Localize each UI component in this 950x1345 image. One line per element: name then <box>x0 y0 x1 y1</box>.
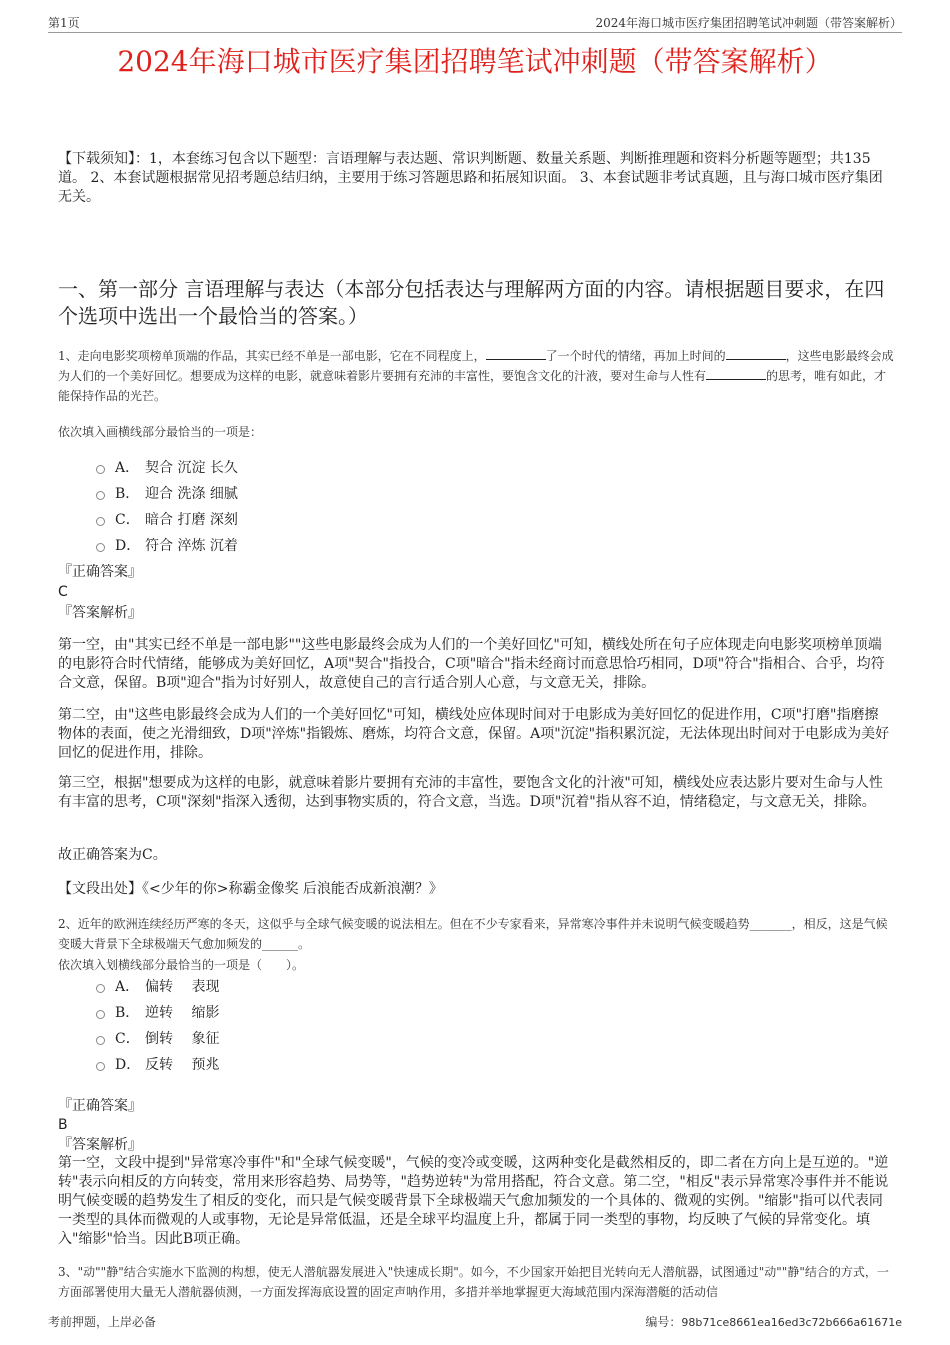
correct-answer: B <box>58 1117 68 1133</box>
question-1-options <box>96 454 238 558</box>
blank-1 <box>486 347 546 360</box>
blank-3 <box>706 367 766 380</box>
option-c[interactable]: C． 暗合 打磨 深刻 <box>96 506 238 532</box>
radio-icon[interactable] <box>96 1036 105 1045</box>
question-1-stem: 1、走向电影奖项榜单顶端的作品，其实已经不单是一部电影，它在不同程度上， 了一个时代的情绪，再加上时间的 ，这些电影最终会成为人们的一个美好回忆。想要成为这样的电影，就意味着影片要拥有充沛的丰富性，要饱含文化的汁液，要对生命与人性有 的思考，唯有如此，才能保持作品的光芒。 <box>58 349 894 403</box>
section-heading: 一、第一部分 言语理解与表达（本部分包括表达与理解两方面的内容。请根据题目要求，在四个选项中选出一个最恰当的答案。） <box>58 277 885 328</box>
source-citation: 【文段出处】《<少年的你>称霸金像奖 后浪能否成新浪潮？》 <box>58 881 443 897</box>
radio-icon[interactable] <box>96 1062 105 1071</box>
page-header <box>48 14 902 33</box>
page-number: 第1页 <box>48 16 80 30</box>
option-b[interactable]: B． 迎合 洗涤 细腻 <box>96 480 238 506</box>
question-2-options <box>96 973 219 1077</box>
option-d[interactable]: D． 反转 预兆 <box>96 1051 219 1077</box>
document-title: 2024年海口城市医疗集团招聘笔试冲刺题（带答案解析） <box>117 45 833 78</box>
option-b[interactable]: B． 逆转 缩影 <box>96 999 219 1025</box>
question-2-stem: 2、近年的欧洲连续经历严寒的冬天，这似乎与全球气候变暖的说法相左。但在不少专家看来，异常寒冷事件并未说明气候变暖趋势_______，相反，这是气候变暖大背景下全球极端天气愈加频发的______。 <box>58 917 888 951</box>
radio-icon[interactable] <box>96 491 105 500</box>
header-doc-title: 2024年海口城市医疗集团招聘笔试冲刺题（带答案解析） <box>595 16 902 30</box>
question-1-prompt: 依次填入画横线部分最恰当的一项是： <box>58 425 263 439</box>
option-c[interactable]: C． 倒转 象征 <box>96 1025 219 1051</box>
option-a[interactable]: A． 契合 沉淀 长久 <box>96 454 238 480</box>
correct-answer-label: 『正确答案』 <box>58 564 142 580</box>
question-3-stem: 3、"动""静"结合实施水下监测的构想，使无人潜航器发展进入"快速成长期"。如今，不少国家开始把目光转向无人潜航器，试图通过"动""静"结合的方式，一方面部署使用大量无人潜航器侦测，一方面发挥海底设置的固定声呐作用，多措并举地掌握更大海域范围内深海潜艇的活动信 <box>58 1265 889 1299</box>
radio-icon[interactable] <box>96 543 105 552</box>
analysis-paragraph: 第一空，文段中提到"异常寒冷事件"和"全球气候变暖"，气候的变冷或变暖，这两种变化是截然相反的，即二者在方向上是互逆的。"逆转"表示向相反的方向转变，常用来形容趋势、局势等，"趋势逆转"为常用搭配，符合文意。第二空，"相反"表示异常寒冷事件并不能说明气候变暖的趋势发生了相反的变化，而只是气候变暖背景下全球极端天气愈加频发的一个具体的、微观的实例。"缩影"指可以代表同一类型的具体而微观的人或事物，无论是异常低温，还是全球平均温度上升，都属于同一类型的事物，均反映了气候的异常变化。填入"缩影"恰当。因此B项正确。 <box>58 1155 889 1247</box>
radio-icon[interactable] <box>96 1010 105 1019</box>
analysis-label: 『答案解析』 <box>58 1137 142 1153</box>
radio-icon[interactable] <box>96 465 105 474</box>
radio-icon[interactable] <box>96 984 105 993</box>
radio-icon[interactable] <box>96 517 105 526</box>
analysis-paragraph: 第二空，由"这些电影最终会成为人们的一个美好回忆"可知，横线处应体现时间对于电影成为美好回忆的促进作用，C项"打磨"指磨擦物体的表面，使之光滑细致，D项"淬炼"指锻炼、磨炼，均符合文意，保留。A项"沉淀"指积累沉淀，无法体现出时间对于电影成为美好回忆的促进作用，排除。 <box>58 707 890 761</box>
analysis-paragraph: 第三空，根据"想要成为这样的电影，就意味着影片要拥有充沛的丰富性，要饱含文化的汁液"可知，横线处应表达影片要对生命与人性有丰富的思考，C项"深刻"指深入透彻，达到事物实质的，符合文意，当选。D项"沉着"指从容不迫，情绪稳定，与文意无关，排除。 <box>58 775 883 810</box>
page-footer <box>48 1313 902 1330</box>
analysis-label: 『答案解析』 <box>58 605 142 621</box>
document-code: 编号：98b71ce8661ea16ed3c72b666a61671e <box>645 1315 902 1329</box>
download-notice: 【下载须知】：1，本套练习包含以下题型：言语理解与表达题、常识判断题、数量关系题、判断推理题和资料分析题等题型；共135道。 2、本套试题根据常见招考题总结归纳，主要用于练习答题思路和拓展知识面。 3、本套试题非考试真题，且与海口城市医疗集团无关。 <box>58 151 883 205</box>
footer-slogan: 考前押题，上岸必备 <box>48 1315 157 1329</box>
correct-answer-label: 『正确答案』 <box>58 1098 142 1114</box>
correct-answer: C <box>58 584 68 600</box>
analysis-paragraph: 第一空，由"其实已经不单是一部电影""这些电影最终会成为人们的一个美好回忆"可知，横线处所在句子应体现走向电影奖项榜单顶端的电影符合时代情绪，能够成为美好回忆，A项"契合"指投合，C项"暗合"指未经商讨而意思恰巧相同，D项"符合"指相合、合乎，均符合文意，保留。B项"迎合"指为讨好别人，故意使自己的言行适合别人心意，与文意无关，排除。 <box>58 637 885 691</box>
analysis-conclusion: 故正确答案为C。 <box>58 847 167 863</box>
question-2-prompt: 依次填入划横线部分最恰当的一项是（ ）。 <box>58 958 305 972</box>
option-d[interactable]: D． 符合 淬炼 沉着 <box>96 532 238 558</box>
blank-2 <box>726 347 786 360</box>
option-a[interactable]: A． 偏转 表现 <box>96 973 219 999</box>
